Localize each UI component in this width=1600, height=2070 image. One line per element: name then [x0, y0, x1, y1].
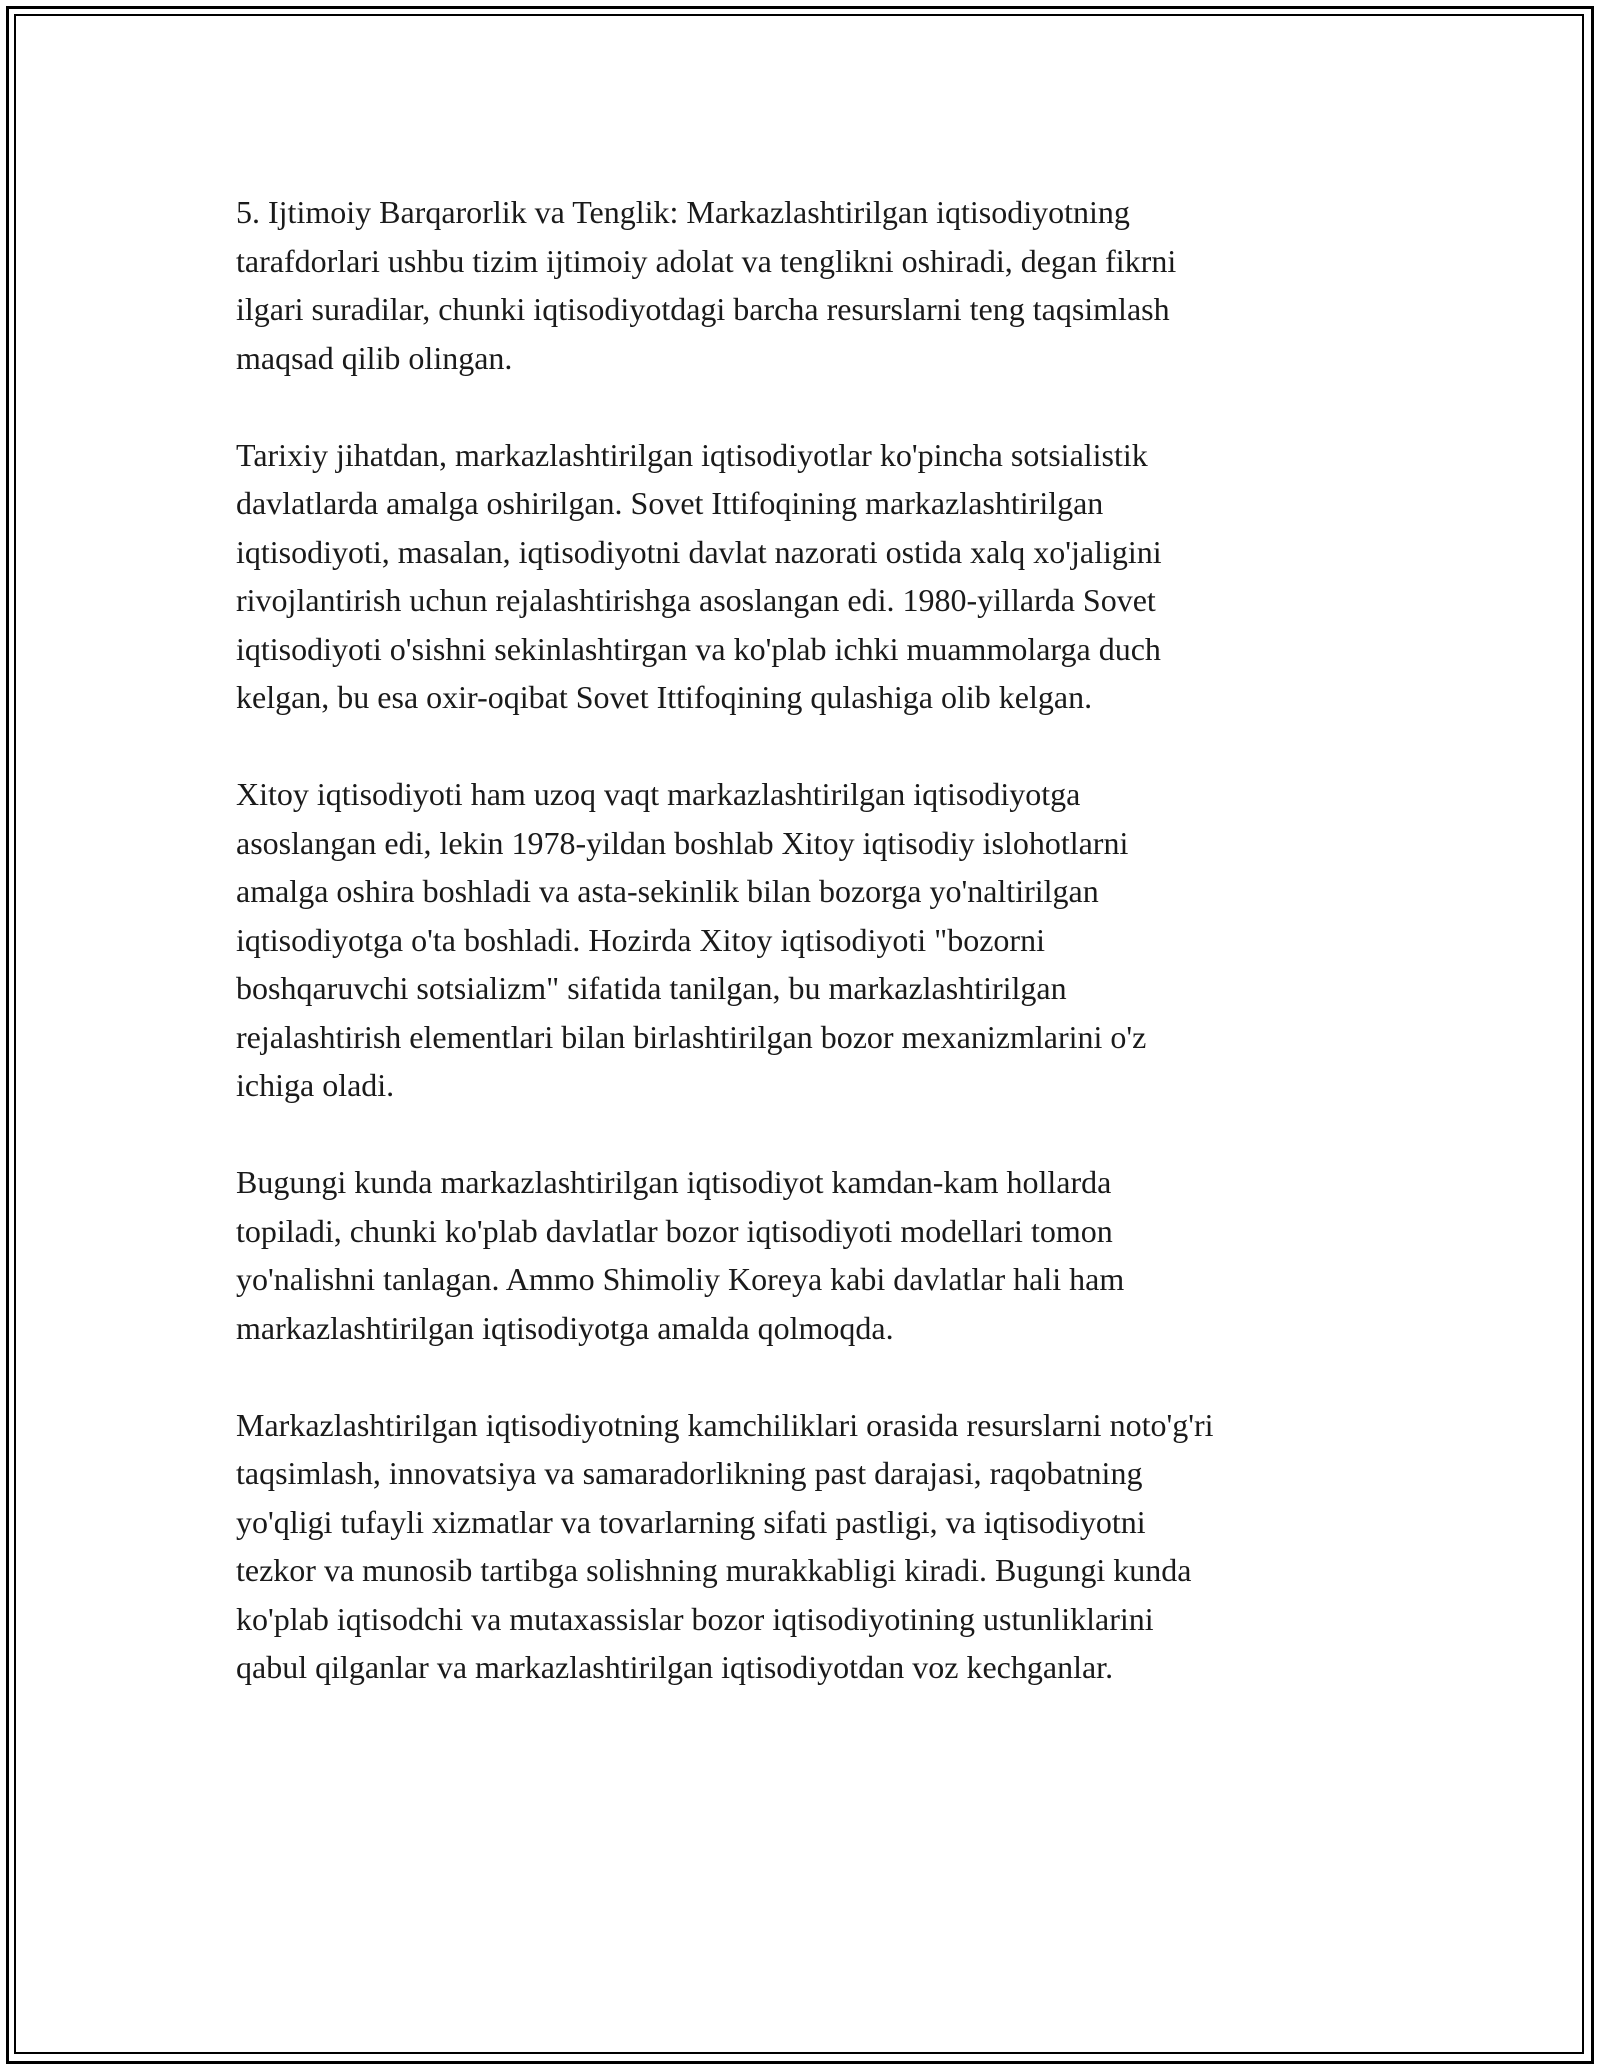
- paragraph-today: [236, 1158, 1416, 1352]
- text-line: asoslangan edi, lekin 1978-yildan boshlab Xitoy iqtisodiy islohotlarni: [236, 824, 1129, 861]
- text-line: Tarixiy jihatdan, markazlashtirilgan iqtisodiyotlar ko'pincha sotsialistik: [236, 436, 1148, 473]
- paragraph-china-economy: [236, 770, 1416, 1110]
- text-line: amalga oshira boshladi va asta-sekinlik bilan bozorga yo'naltirilgan: [236, 873, 1099, 909]
- text-line: iqtisodiyotga o'ta boshladi. Hozirda Xitoy iqtisodiyoti "bozorni: [236, 921, 1045, 958]
- document-body: [236, 188, 1416, 1740]
- text-line: rivojlantirish uchun rejalashtirishga asoslangan edi. 1980-yillarda Sovet: [236, 582, 1156, 618]
- text-line: topiladi, chunki ko'plab davlatlar bozor iqtisodiyoti modellari tomon: [236, 1212, 1113, 1249]
- text-line: ichiga oladi.: [236, 1067, 395, 1103]
- paragraph-social-stability: [236, 188, 1416, 382]
- text-line: tarafdorlari ushbu tizim ijtimoiy adolat va tenglikni oshiradi, degan fikrni: [236, 242, 1177, 279]
- text-line: iqtisodiyoti, masalan, iqtisodiyotni davlat nazorati ostida xalq xo'jaligini: [236, 533, 1162, 570]
- text-line: kelgan, bu esa oxir-oqibat Sovet Ittifoqining qulashiga olib kelgan.: [236, 679, 1093, 715]
- text-line: markazlashtirilgan iqtisodiyotga amalda qolmoqda.: [236, 1309, 894, 1346]
- text-line: davlatlarda amalga oshirilgan. Sovet Ittifoqining markazlashtirilgan: [236, 485, 1104, 521]
- text-line: yo'nalishni tanlagan. Ammo Shimoliy Koreya kabi davlatlar hali ham: [236, 1261, 1125, 1297]
- text-line: qabul qilganlar va markazlashtirilgan iqtisodiyotdan voz kechganlar.: [236, 1649, 1114, 1685]
- text-line: tezkor va munosib tartibga solishning murakkabligi kiradi. Bugungi kunda: [236, 1552, 1192, 1588]
- paragraph-disadvantages: [236, 1401, 1416, 1692]
- text-line: yo'qligi tufayli xizmatlar va tovarlarning sifati pastligi, va iqtisodiyotni: [236, 1503, 1146, 1540]
- text-line: maqsad qilib olingan.: [236, 339, 513, 376]
- text-line: taqsimlash, innovatsiya va samaradorlikning past darajasi, raqobatning: [236, 1455, 1143, 1491]
- text-line: boshqaruvchi sotsializm" sifatida tanilgan, bu markazlashtirilgan: [236, 970, 1067, 1006]
- text-line: Markazlashtirilgan iqtisodiyotning kamchiliklari orasida resurslarni noto'g'ri: [236, 1406, 1214, 1443]
- text-line: ilgari suradilar, chunki iqtisodiyotdagi barcha resurslarni teng taqsimlash: [236, 291, 1170, 327]
- text-line: iqtisodiyoti o'sishni sekinlashtirgan va ko'plab ichki muammolarga duch: [236, 630, 1161, 667]
- text-line: ko'plab iqtisodchi va mutaxassislar bozor iqtisodiyotining ustunliklarini: [236, 1600, 1154, 1637]
- paragraph-historical-soviet: [236, 431, 1416, 722]
- text-line: Bugungi kunda markazlashtirilgan iqtisodiyot kamdan-kam hollarda: [236, 1164, 1112, 1200]
- text-line: 5. Ijtimoiy Barqarorlik va Tenglik: Markazlashtirilgan iqtisodiyotning: [236, 194, 1130, 230]
- text-line: rejalashtirish elementlari bilan birlashtirilgan bozor mexanizmlarini o'z: [236, 1018, 1147, 1055]
- text-line: Xitoy iqtisodiyoti ham uzoq vaqt markazlashtirilgan iqtisodiyotga: [236, 776, 1081, 812]
